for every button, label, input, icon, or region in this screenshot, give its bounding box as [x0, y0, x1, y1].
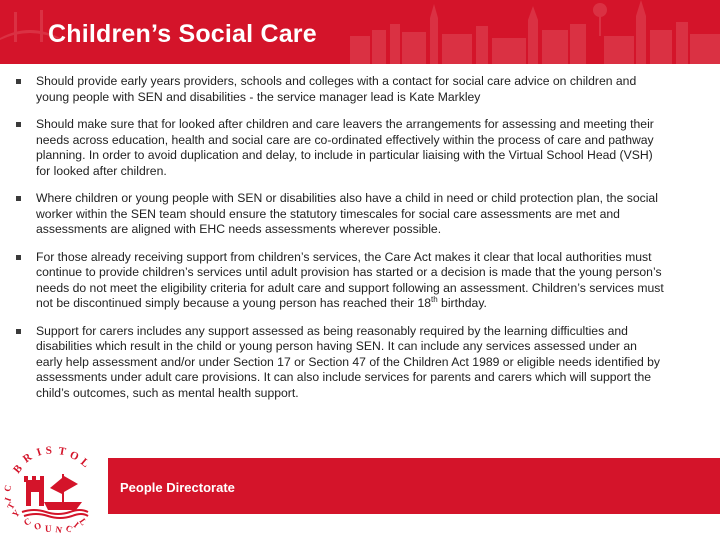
list-item-text-end: birthday. [437, 296, 487, 310]
list-item-text: Should provide early years providers, schools and colleges with a contact for social care advice on children and young people with SEN and disabilities - the service manager lead is Kate Markley [36, 74, 637, 104]
bullet-icon [16, 79, 21, 84]
svg-text:T: T [57, 445, 67, 459]
title-banner [0, 0, 720, 64]
svg-text:S: S [45, 444, 53, 457]
bristol-city-council-logo-icon [4, 444, 108, 534]
list-item-text: For those already receiving support from children’s services, the Care Act makes it clear that local authorities must continue to provide children’s services until adult provision has started or a decision is made that the young person’s needs do not meet the eligibility criteria for adult care and support following an assessment. Children’s services must not be discontinued simply because a young person has reached their 18 [36, 249, 664, 310]
svg-text:U: U [45, 524, 52, 534]
svg-text:L: L [78, 456, 92, 471]
svg-text:R: R [20, 451, 35, 466]
svg-text:C: C [64, 522, 75, 535]
svg-text:O: O [32, 520, 43, 532]
list-item-text: Where children or young people with SEN or disabilities also have a child in need or child protection plan, the social worker within the SEN team should ensure the statutory timescales for social care assessments are met and assessments are aligned with EHC needs assessments wherever possible. [36, 191, 658, 236]
bullet-icon [16, 255, 21, 260]
svg-text:C: C [22, 515, 33, 528]
bullet-icon [16, 196, 21, 201]
ordinal-suffix: th [431, 294, 438, 304]
svg-text:N: N [54, 524, 63, 536]
footer-bar [108, 458, 720, 514]
footer-label: People Directorate [120, 480, 235, 495]
svg-text:L: L [77, 516, 90, 528]
list-item-text: Should make sure that for looked after children and care leavers the arrangements for assessing and meeting their needs across education, health and social care are co-ordinated effectively within the process of care and pathway planning. In order to avoid duplication and delay, to include in particular liaising with the Virtual School Head (VSH) for looked after children. [36, 117, 654, 178]
svg-text:O: O [67, 448, 81, 464]
page-title: Children’s Social Care [48, 20, 317, 48]
bullet-list [16, 74, 666, 413]
svg-text:I: I [71, 519, 81, 530]
svg-text:T: T [5, 500, 17, 511]
svg-text:C: C [2, 484, 14, 493]
list-item [16, 191, 666, 238]
bullet-icon [16, 122, 21, 127]
svg-text:I: I [35, 446, 43, 459]
list-item-text: Support for carers includes any support assessed as being reasonably required by the learning difficulties and disabilities which result in the child or young person having SEN. It can include any services assessed under an early help assessment and/or under Section 17 or Section 47 of the Children Act 1989 or eligible needs identified by assessments under adult care provisions. It can also include services for parents and carers which will support the child’s outcomes, such as mental health support. [36, 323, 660, 400]
svg-text:Y: Y [10, 507, 22, 520]
list-item [16, 250, 666, 312]
list-item [16, 74, 666, 105]
svg-text:B: B [11, 462, 26, 476]
bullet-icon [16, 329, 21, 334]
list-item [16, 117, 666, 179]
list-item [16, 324, 666, 402]
svg-text:I: I [2, 495, 14, 503]
